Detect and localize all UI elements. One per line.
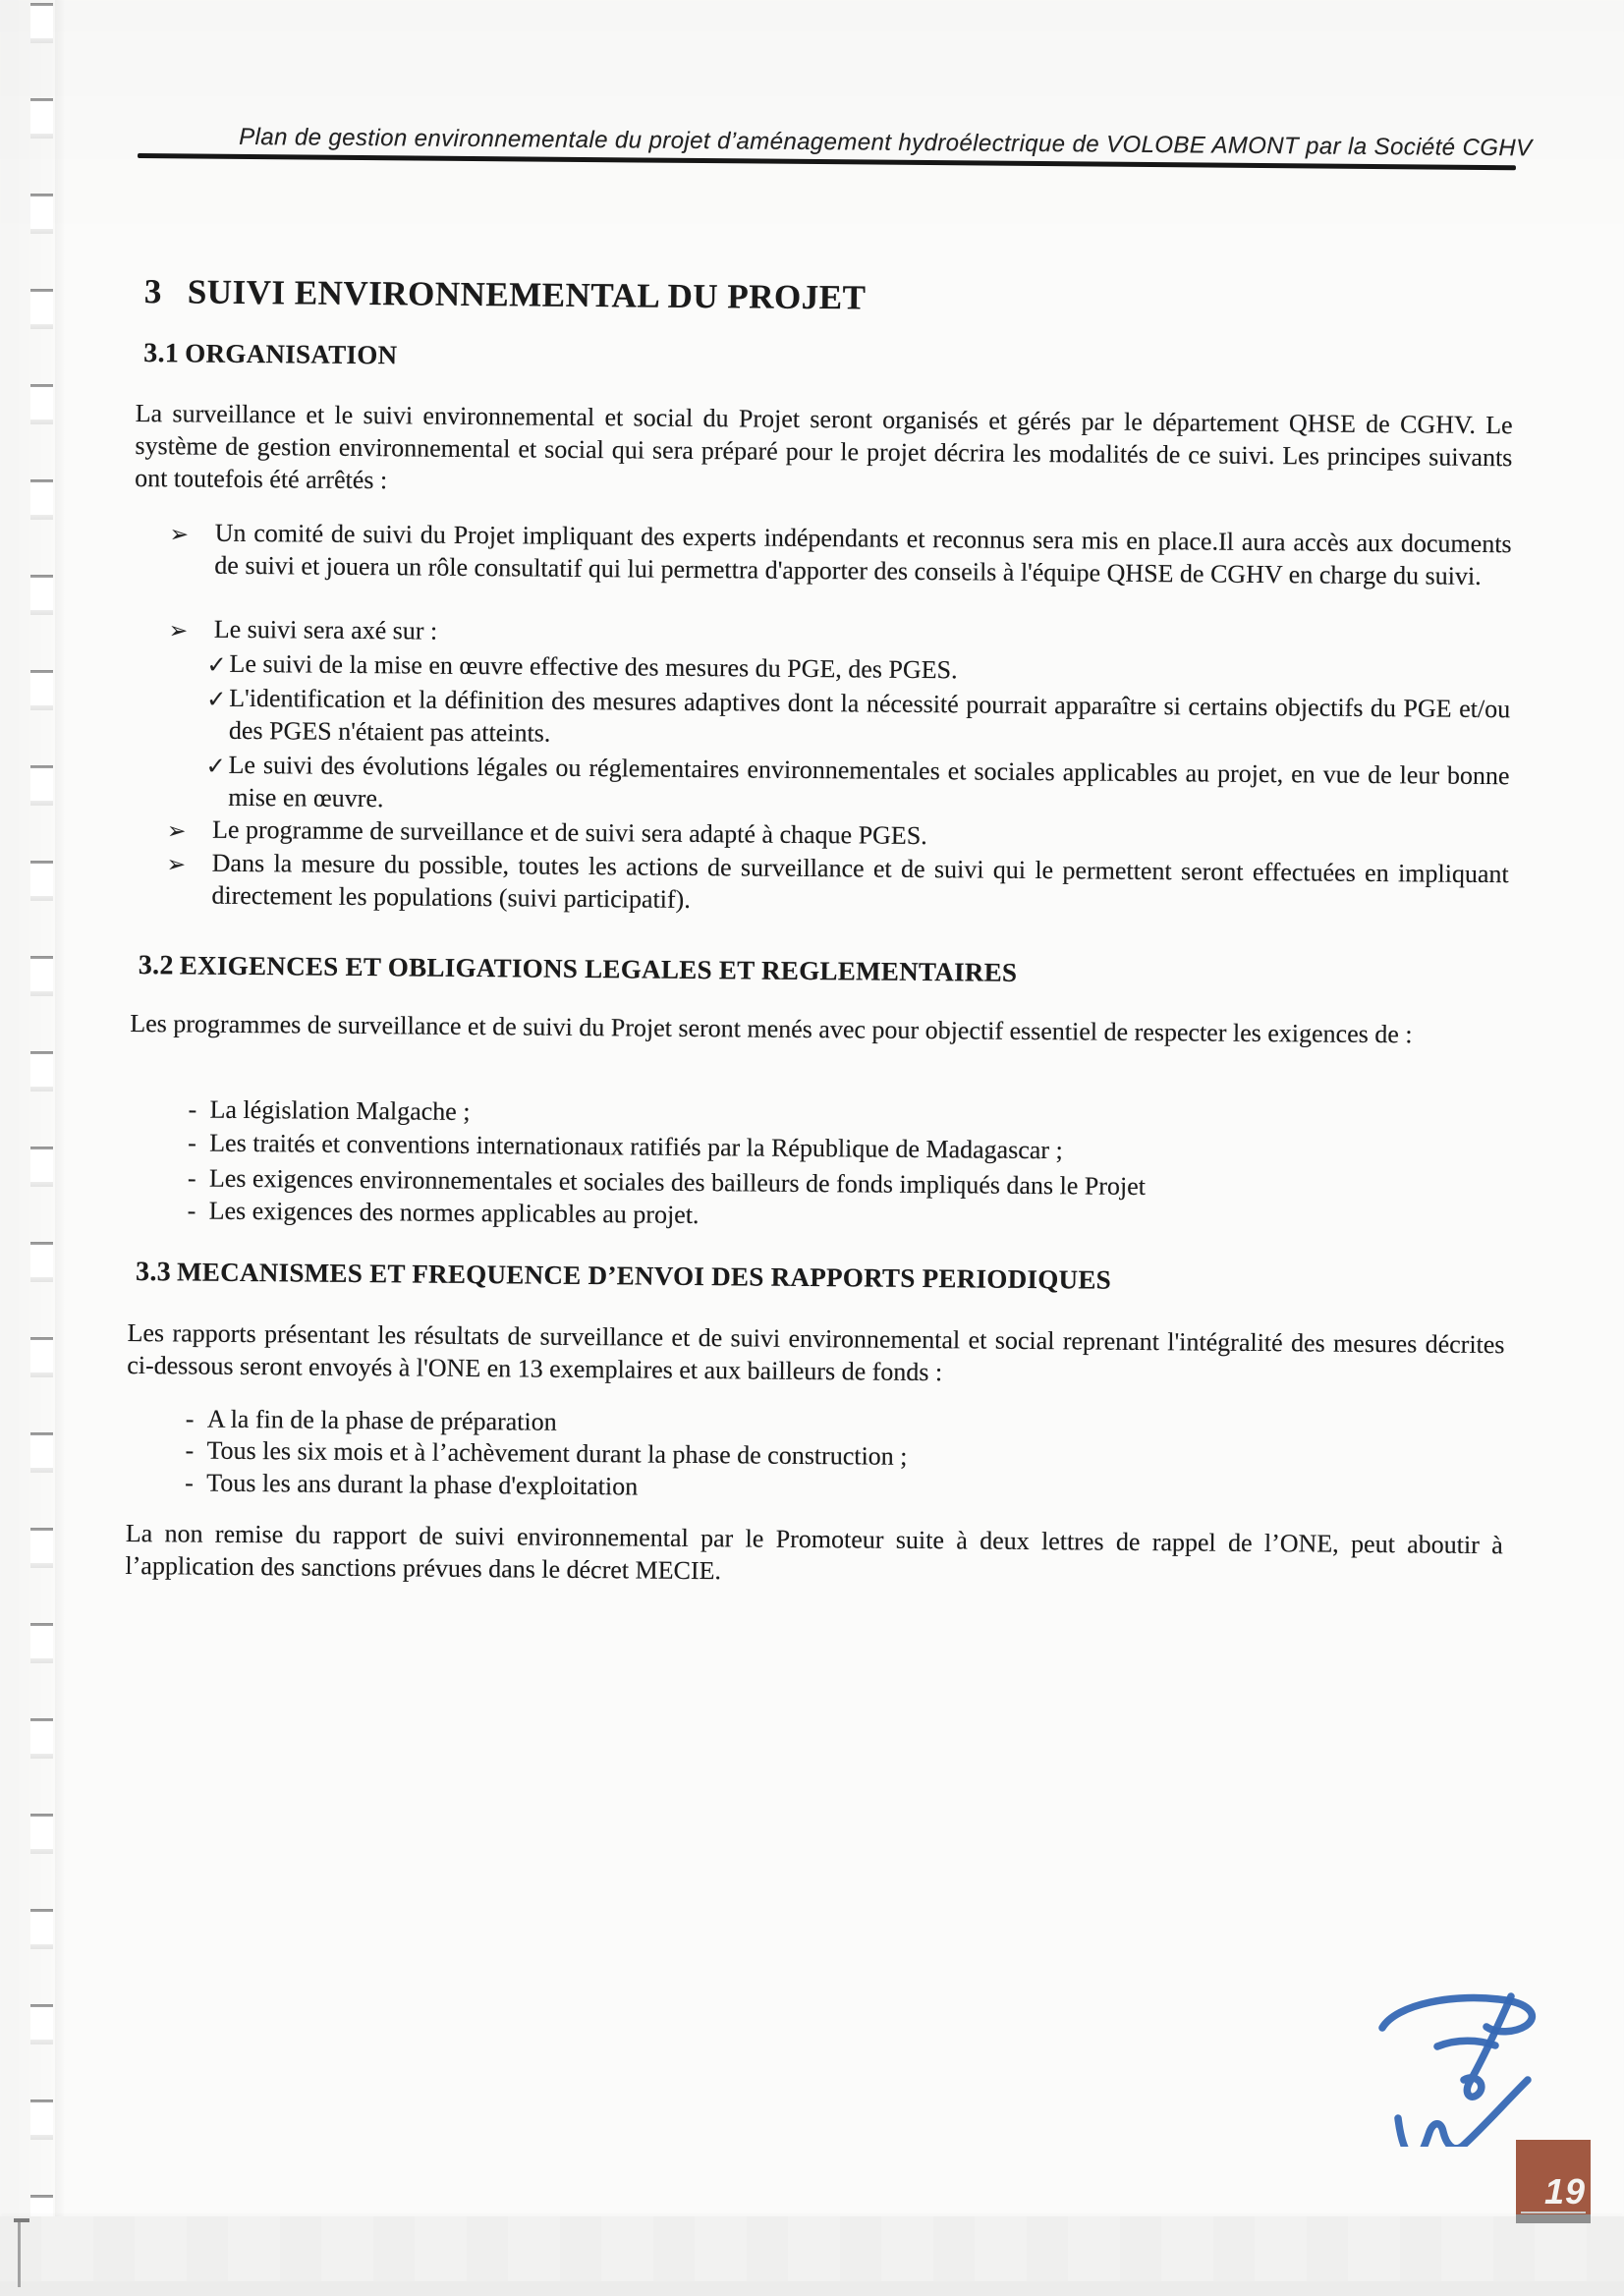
section-title: MECANISMES ET FREQUENCE D’ENVOI DES RAPPORTS PERIODIQUES	[176, 1257, 1112, 1295]
paragraph-rapports-intro: Les rapports présentant les résultats de surveillance et de suivi environnemental et social reprenant l'intégralité des mesures décrites ci-dessous seront envoyés à l'ONE en 13 exemplaires et aux bailleurs de fonds :	[127, 1317, 1505, 1387]
paragraph-closing: La non remise du rapport de suivi environnemental par le Promoteur suite à deux lettres de rappel de l’ONE, peut aboutir à l’application des sanctions prévues dans le décret MECIE.	[125, 1518, 1503, 1586]
dash-bullet-icon: -	[185, 1435, 195, 1465]
list-item-text: Le programme de surveillance et de suivi sera adapté à chaque PGES.	[211, 814, 927, 851]
list-item-text: Dans la mesure du possible, toutes les actions de surveillance et de suivi qui le permettent seront effectuées en impliquant directement les populations (suivi participatif).	[211, 848, 1509, 914]
section-number: 3.2	[138, 950, 174, 981]
check-bullet-icon: ✓	[206, 650, 227, 679]
section-3-heading	[0, 271, 1623, 317]
section-title: ORGANISATION	[185, 338, 398, 370]
list-item-text: A la fin de la phase de préparation	[206, 1404, 557, 1436]
list-item-text: Le suivi des évolutions légales ou réglementaires environnementales et sociales applicables au projet, en vue de leur bonne mise en œuvre.	[228, 750, 1510, 812]
signature-stroke	[1437, 2041, 1495, 2046]
page-number: 19	[1543, 2171, 1586, 2212]
section-number: 3	[143, 272, 162, 311]
sub-list-item	[205, 750, 1510, 825]
sub-list-item	[206, 683, 1511, 758]
list-item	[169, 517, 1512, 592]
arrow-bullet-icon: ➢	[168, 618, 189, 644]
arrow-bullet-icon: ➢	[166, 818, 187, 845]
arrow-bullet-icon: ➢	[169, 522, 190, 548]
check-bullet-icon: ✓	[205, 752, 226, 780]
dash-bullet-icon: -	[187, 1163, 196, 1193]
scan-corner-artifact	[18, 2218, 21, 2287]
dash-bullet-icon: -	[187, 1196, 196, 1225]
dash-bullet-icon: -	[188, 1128, 197, 1157]
list-item-text: Les exigences des normes applicables au projet.	[208, 1196, 700, 1230]
section-title: EXIGENCES ET OBLIGATIONS LEGALES ET REGLEMENTAIRES	[179, 950, 1018, 987]
arrow-bullet-icon: ➢	[166, 852, 187, 878]
section-title: SUIVI ENVIRONNEMENTAL DU PROJET	[187, 272, 867, 317]
paragraph-organisation-intro: La surveillance et le suivi environnemental et social du Projet seront organisés et gérés par le département QHSE de CGHV. Le système de gestion environnemental et social qui sera préparé pour le projet décrira les modalités de ce suivi. Les principes suivants ont toutefois été arrêtés :	[135, 398, 1513, 495]
handwritten-signature	[1371, 1985, 1562, 2147]
section-3-3-heading	[0, 1256, 1614, 1295]
running-header: Plan de gestion environnementale du projet d’aménagement hydroélectrique de VOLOBE AMONT par la Société CGHV	[239, 123, 1533, 162]
section-number: 3.1	[143, 338, 180, 369]
list-item-text: Les traités et conventions internationaux ratifiés par la République de Madagascar ;	[209, 1128, 1063, 1165]
dash-bullet-icon: -	[185, 1404, 195, 1433]
paragraph-exigences-intro: Les programmes de surveillance et de suivi du Projet seront menés avec pour objectif essentiel de respecter les exigences de :	[130, 1008, 1413, 1049]
dash-bullet-icon: -	[188, 1094, 197, 1124]
list-item-text: Un comité de suivi du Projet impliquant des experts indépendants et reconnus sera mis en place.Il aura accès aux documents de suivi et jouera un rôle consultatif qui lui permettra d'apporter des conseils à l'équipe QHSE de CGHV en charge du suivi.	[214, 518, 1512, 590]
list-item-text: L'identification et la définition des mesures adaptives dont la nécessité pourrait apparaître si certains objectifs du PGE et/ou des PGES n'étaient pas atteints.	[228, 683, 1511, 748]
list-item-text: Tous les six mois et à l’achèvement durant la phase de construction ;	[206, 1435, 908, 1471]
signature-stroke	[1398, 2080, 1528, 2147]
scan-bottom-edge	[0, 2281, 1624, 2296]
list-item-text: Le suivi sera axé sur :	[213, 614, 438, 645]
list-item-text: Tous les ans durant la phase d'exploitation	[206, 1468, 639, 1501]
dash-bullet-icon: -	[185, 1468, 195, 1497]
list-item	[166, 847, 1509, 923]
list-item-text: Les exigences environnementales et sociales des bailleurs de fonds impliqués dans le Projet	[208, 1163, 1147, 1201]
list-item-text: La législation Malgache ;	[209, 1094, 471, 1126]
section-3-2-heading	[0, 949, 1617, 987]
page-number-tab	[1516, 2140, 1591, 2223]
section-3-1-heading	[0, 337, 1622, 370]
list-item-text: Le suivi de la mise en œuvre effective des mesures du PGE, des PGES.	[229, 648, 958, 685]
check-bullet-icon: ✓	[206, 685, 227, 713]
section-number: 3.3	[135, 1257, 172, 1288]
